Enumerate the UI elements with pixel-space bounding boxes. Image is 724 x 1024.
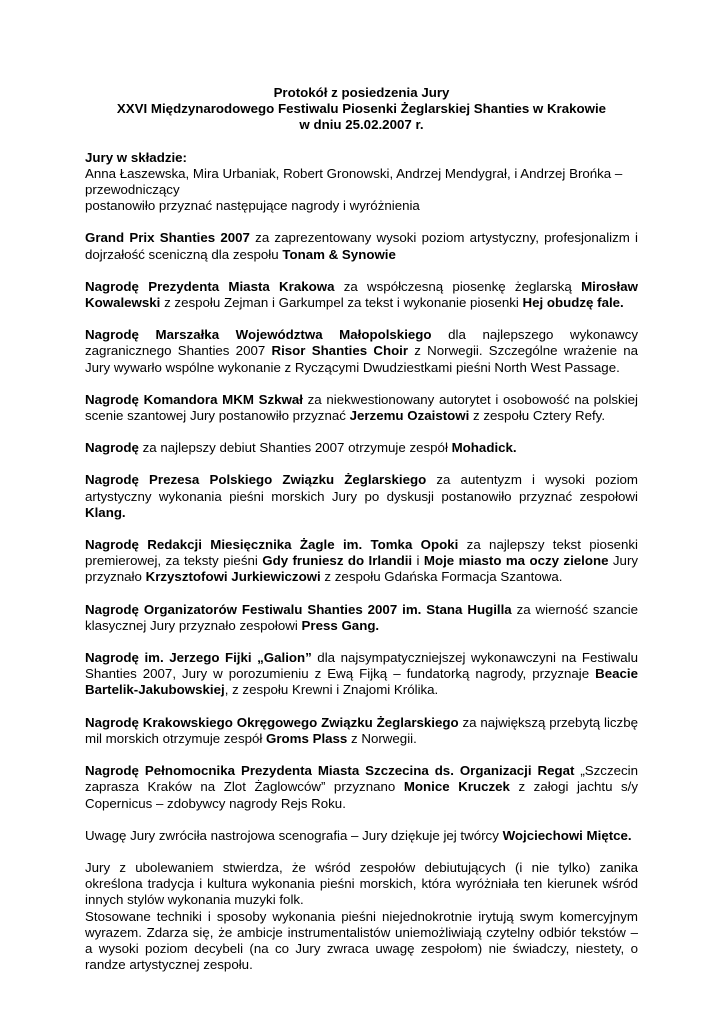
document-header [85, 85, 638, 134]
jury-members: Anna Łaszewska, Mira Urbaniak, Robert Gronowski, Andrzej Mendygrał, i Andrzej Brońka – przewodniczący [85, 165, 623, 198]
jury-heading: Jury w składzie: [85, 149, 187, 165]
jury-composition [85, 150, 638, 215]
award-pzz-president: Nagrodę Prezesa Polskiego Związku Żeglarskiego za autentyzm i wysoki poziom artystyczny wykonania pieśni morskich Jury po dyskusji postanowiło przyznać zespołowi Klang. [85, 472, 638, 520]
award-szczecin: Nagrodę Pełnomocnika Prezydenta Miasta Szczecina ds. Organizacji Regat „Szczecin zaprasza Kraków na Zlot Żaglowców” przyznano Monice Kruczek z załogi jachtu s/y Copernicus – zdobywcy nagrody Rejs Roku. [85, 763, 638, 811]
award-president-krakow: Nagrodę Prezydenta Miasta Krakowa za współczesną piosenkę żeglarską Mirosław Kowalewski z zespołu Zejman i Garkumpel za tekst i wykonanie piosenki Hej obudzę fale. [85, 278, 638, 311]
scenography-note: Uwagę Jury zwróciła nastrojowa scenografia – Jury dziękuje jej twórcy Wojciechowi Miętce. [85, 827, 632, 843]
jury-decision: postanowiło przyznać następujące nagrody i wyróżnienia [85, 198, 420, 214]
award-organizers: Nagrodę Organizatorów Festiwalu Shanties 2007 im. Stana Hugilla za wierność szancie klasycznej Jury przyznało zespołowi Press Gang. [85, 601, 638, 633]
award-grand-prix: Grand Prix Shanties 2007 za zaprezentowany wysoki poziom artystyczny, profesjonalizm i dojrzałość sceniczną dla zespołu Tonam & Synowie [85, 230, 639, 262]
award-commodore: Nagrodę Komandora MKM Szkwał za niekwestionowany autorytet i osobowość na polskiej scenie szantowej Jury postanowiło przyznać Jerzemu Ozaistowi z zespołu Cztery Refy. [85, 391, 639, 424]
award-zagle-editorial: Nagrodę Redakcji Miesięcznika Żagle im. Tomka Opoki za najlepszy tekst piosenki premierowej, za teksty pieśni Gdy fruniesz do Irlandii i Moje miasto ma oczy zielone Jury przyznało Krzysztofowi Jurkiewiczowi z zespołu Gdańska Formacja Szantowa. [85, 537, 639, 585]
title-line-2: XXVI Międzynarodowego Festiwalu Piosenki Żeglarskiej Shanties w Krakowie [116, 101, 607, 117]
title-line-3: w dniu 25.02.2007 r. [299, 117, 424, 133]
award-marshal: Nagrodę Marszałka Województwa Małopolskiego dla najlepszego wykonawcy zagranicznego Shanties 2007 Risor Shanties Choir z Norwegii. Szczególne wrażenie na Jury wywarło wspólne wykonanie z Ryczącymi Dwudziestkami pieśni North West Passage. [85, 327, 638, 375]
award-debut: Nagrodę za najlepszy debiut Shanties 2007 otrzymuje zespół Mohadick. [85, 440, 517, 456]
document-page [85, 85, 638, 989]
closing-paragraph-1: Jury z ubolewaniem stwierdza, że wśród zespołów debiutujących (i nie tylko) zanika określona tradycja i kultura wykonania pieśni morskich, która wyróżniała ten kierunek wśród innych stylów wykonania muzyki folk. [85, 859, 638, 908]
closing-remarks [85, 860, 638, 973]
closing-paragraph-2: Stosowane techniki i sposoby wykonania pieśni niejednokrotnie irytują swym komercyjnym wyrazem. Zdarza się, że ambicje instrumentalistów uniemożliwiają czytelny odbiór tekstów – a wysoki poziom decybeli (na co Jury zwraca uwagę zespołom) nie świadczy, niestety, o randze artystycznej zespołu. [85, 908, 638, 973]
award-kozz: Nagrodę Krakowskiego Okręgowego Związku Żeglarskiego za największą przebytą liczbę mil morskich otrzymuje zespół Groms Plass z Norwegii. [85, 714, 639, 746]
title-line-1: Protokół z posiedzenia Jury [273, 85, 450, 100]
award-galion: Nagrodę im. Jerzego Fijki „Galion” dla najsympatyczniejszej wykonawczyni na Festiwalu Shanties 2007, Jury w porozumieniu z Ewą Fijką – fundatorką nagrody, przyznaje Beacie Bartelik-Jakubowskiej, z zespołu Krewni i Znajomi Królika. [85, 650, 638, 698]
